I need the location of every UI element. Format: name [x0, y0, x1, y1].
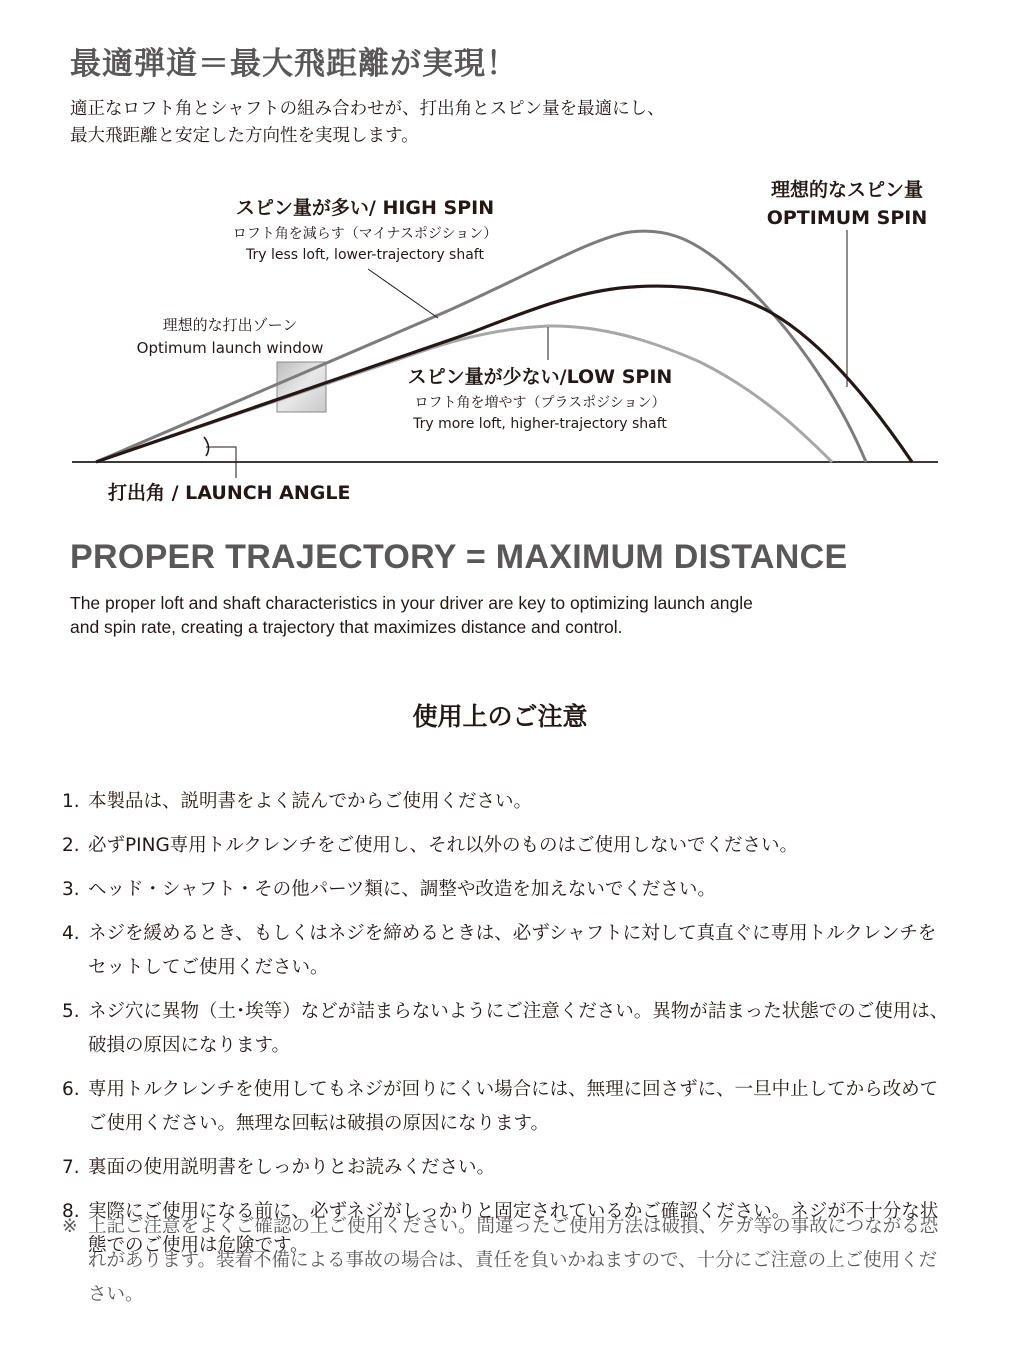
low-spin-label	[380, 362, 700, 435]
notice-item	[62, 785, 952, 819]
notice-num: 7.	[62, 1157, 80, 1178]
notice-text: ネジを緩めるとき、もしくはネジを締めるときは、必ずシャフトに対して真直ぐに専用トルクレンチをセットしてご使用ください。	[88, 923, 937, 978]
trajectory-diagram	[0, 160, 1020, 520]
low-spin-en: Try more loft, higher-trajectory shaft	[413, 416, 667, 432]
notice-text: 必ずPING専用トルクレンチをご使用し、それ以外のものはご使用しないでください。	[88, 835, 798, 856]
notice-item	[62, 829, 952, 863]
notice-num: 5.	[62, 1001, 80, 1022]
caution-note	[62, 1210, 952, 1312]
en-lead	[70, 591, 753, 639]
notice-text: 本製品は、説明書をよく読んでからご使用ください。	[88, 791, 533, 812]
notice-item	[62, 1151, 952, 1185]
notice-num: 3.	[62, 879, 80, 900]
en-lead-line: and spin rate, creating a trajectory that maximizes distance and control.	[70, 617, 623, 637]
high-spin-title: スピン量が多い/ HIGH SPIN	[235, 197, 495, 219]
launch-angle-label: 打出角 / LAUNCH ANGLE	[108, 482, 351, 504]
notice-num: 6.	[62, 1079, 80, 1100]
launch-window-jp: 理想的な打出ゾーン	[162, 316, 298, 334]
notice-item	[62, 995, 952, 1063]
notice-text: 実際にご使用になる前に、必ずネジがしっかりと固定されているかご確認ください。ネジが不十分な状態でのご使用は危険です。	[88, 1201, 939, 1256]
jp-lead	[70, 96, 665, 150]
notice-num: 4.	[62, 923, 80, 944]
caution-text: 上記ご注意をよくご確認の上ご使用ください。間違ったご使用方法は破損、ケガ等の事故につながる恐れがあります。装着不備による事故の場合は、責任を負いかねますので、十分にご注意の上ご使用ください。	[88, 1216, 939, 1305]
launch-window-label	[120, 314, 340, 360]
notice-text: 専用トルクレンチを使用してもネジが回りにくい場合には、無理に回さずに、一旦中止してから改めてご使用ください。無理な回転は破損の原因になります。	[88, 1079, 939, 1134]
notice-item	[62, 1073, 952, 1141]
notice-list	[62, 785, 952, 1273]
low-spin-title: スピン量が少ない/LOW SPIN	[407, 366, 673, 388]
notice-text: ネジ穴に異物（土･埃等）などが詰まらないようにご注意ください。異物が詰まった状態でのご使用は、破損の原因になります。	[88, 1001, 949, 1056]
notice-text: ヘッド・シャフト・その他パーツ類に、調整や改造を加えないでください。	[88, 879, 716, 900]
notice-num: 1.	[62, 791, 80, 812]
optimum-spin-en: OPTIMUM SPIN	[766, 207, 928, 229]
launch-window-en: Optimum launch window	[136, 339, 324, 357]
notice-num: 8.	[62, 1201, 80, 1222]
high-spin-pointer	[368, 269, 438, 318]
optimum-spin-jp: 理想的なスピン量	[770, 179, 923, 201]
notice-item	[62, 917, 952, 985]
optimum-spin-label	[752, 176, 942, 232]
caution-mark-icon: ※	[62, 1216, 78, 1237]
jp-title: 最適弾道＝最大飛距離が実現！	[70, 46, 518, 82]
notice-num: 2.	[62, 835, 80, 856]
en-lead-line: The proper loft and shaft characteristics in your driver are key to optimizing launch angle	[70, 593, 753, 613]
notice-text: 裏面の使用説明書をしっかりとお読みください。	[88, 1157, 496, 1178]
high-spin-en: Try less loft, lower-trajectory shaft	[246, 247, 484, 263]
en-title: PROPER TRAJECTORY = MAXIMUM DISTANCE	[70, 538, 848, 576]
high-spin-jp: ロフト角を減らす（マイナスポジション）	[232, 226, 498, 242]
low-spin-jp: ロフト角を増やす（プラスポジション）	[414, 395, 666, 411]
jp-lead-line: 最大飛距離と安定した方向性を実現します。	[70, 126, 419, 146]
notice-title: 使用上のご注意	[412, 702, 588, 731]
jp-lead-line: 適正なロフト角とシャフトの組み合わせが、打出角とスピン量を最適にし、	[70, 99, 665, 119]
high-spin-label	[200, 193, 530, 266]
notice-item	[62, 873, 952, 907]
